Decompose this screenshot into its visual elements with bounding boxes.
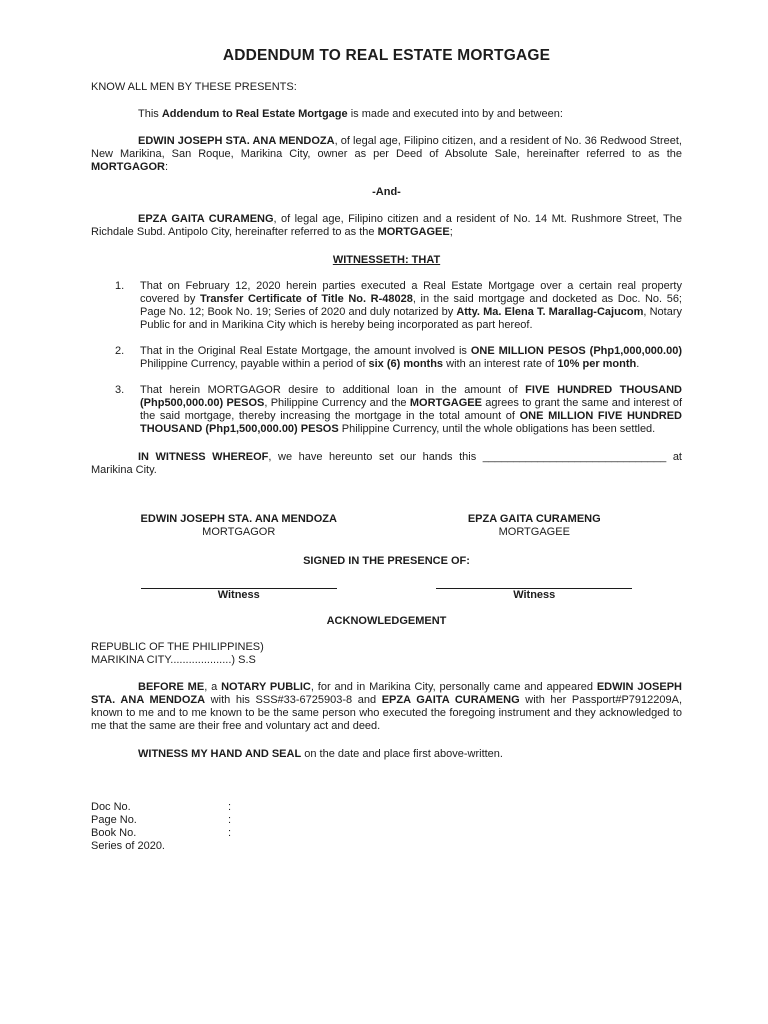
witnesseth-items — [91, 280, 682, 436]
and-separator: -And- — [372, 186, 401, 198]
witness-column-left — [91, 576, 387, 602]
venue-block — [91, 641, 682, 667]
signed-in-presence-heading: SIGNED IN THE PRESENCE OF: — [303, 555, 470, 567]
mortgagor-signature-role: MORTGAGOR — [202, 526, 276, 538]
notary-row-colon: : — [228, 827, 232, 839]
item-text: That herein MORTGAGOR desire to additional loan in the amount of FIVE HUNDRED THOUSAND (Php500,000.00) PESOS, Philippine Currency and the MORTGAGEE agrees to grant the same and interest of the said mortgage, thereby increasing the mortgage in the total amount of ONE MILLION FIVE HUNDRED THOUSAND (Php1,500,000.00) PESOS Philippine Currency, until the whole obligations has been settled. — [140, 384, 682, 435]
item-number: 3. — [115, 384, 125, 396]
in-witness-whereof-paragraph: IN WITNESS WHEREOF, we have hereunto set our hands this ______________________________ at Marikina City. — [91, 451, 682, 476]
notary-row-label: Doc No. — [91, 801, 131, 813]
witnesseth-item-3 — [91, 384, 682, 436]
republic-line: REPUBLIC OF THE PHILIPPINES) — [91, 641, 264, 653]
mortgagor-signature-name: EDWIN JOSEPH STA. ANA MENDOZA — [140, 513, 337, 525]
witnesseth-item-1 — [91, 280, 682, 332]
mortgagee-paragraph: EPZA GAITA CURAMENG, of legal age, Filipino citizen and a resident of No. 14 Mt. Rushmore Street, The Richdale Subd. Antipolo City, hereinafter referred to as the MORTGAGEE; — [91, 213, 683, 238]
witness-label: Witness — [217, 589, 260, 601]
mortgagee-signature-column — [387, 513, 683, 539]
acknowledgement-heading: ACKNOWLEDGEMENT — [326, 615, 447, 627]
notary-row-colon: : — [228, 814, 232, 826]
notary-details-block — [91, 801, 682, 853]
mortgagee-signature-role: MORTGAGEE — [498, 526, 570, 538]
city-ss-line: MARIKINA CITY....................) S.S — [91, 654, 256, 666]
notary-row-label: Book No. — [91, 827, 137, 839]
notary-doc-row — [91, 801, 682, 814]
know-all-men-line: KNOW ALL MEN BY THESE PRESENTS: — [91, 81, 297, 93]
signature-block — [91, 513, 682, 539]
document-title: ADDENDUM TO REAL ESTATE MORTGAGE — [222, 47, 551, 64]
notary-book-row — [91, 827, 682, 840]
intro-paragraph: This Addendum to Real Estate Mortgage is made and executed into by and between: — [138, 108, 563, 120]
notary-row-label: Page No. — [91, 814, 137, 826]
mortgagor-paragraph: EDWIN JOSEPH STA. ANA MENDOZA, of legal age, Filipino citizen, and a resident of No. 36 Redwood Street, New Marikina, San Roque, Marikina City, owner as per Deed of Absolute Sale, hereinafter referred to as the MORTGAGOR: — [91, 135, 682, 173]
item-number: 1. — [115, 280, 125, 292]
before-me-paragraph: BEFORE ME, a NOTARY PUBLIC, for and in Marikina City, personally came and appeared EDWIN JOSEPH STA. ANA MENDOZA with his SSS#33-6725903-8 and EPZA GAITA CURAMENG with her Passport#P7912209A, known to me and to me known to be the same person who executed the foregoing instrument and they acknowledged to me that the same are their free and voluntary act and deed. — [91, 681, 682, 732]
item-text: That in the Original Real Estate Mortgage, the amount involved is ONE MILLION PESOS (Php1,000,000.00) Philippine Currency, payable within a period of six (6) months with an interest rate of 10% per month. — [140, 345, 682, 370]
witness-hand-seal-line: WITNESS MY HAND AND SEAL on the date and place first above-written. — [138, 748, 503, 760]
witnesseth-heading: WITNESSETH: THAT — [332, 254, 441, 266]
witness-column-right — [387, 576, 683, 602]
item-number: 2. — [115, 345, 125, 357]
witness-label: Witness — [513, 589, 556, 601]
notary-page-row — [91, 814, 682, 827]
item-text: That on February 12, 2020 herein parties executed a Real Estate Mortgage over a certain real property covered by Transfer Certificate of Title No. R-48028, in the said mortgage and docketed as Doc. No. 56; Page No. 12; Book No. 19; Series of 2020 and duly notarized by Atty. Ma. Elena T. Marallag-Cajucom, Notary Public for and in Marikina City which is hereby being incorporated as part hereof. — [140, 280, 682, 331]
mortgagor-signature-column — [91, 513, 387, 539]
mortgagee-signature-name: EPZA GAITA CURAMENG — [467, 513, 601, 525]
witness-signature-line — [141, 576, 337, 589]
witness-signature-block — [91, 576, 682, 602]
witnesseth-item-2 — [91, 345, 682, 371]
witness-signature-line — [436, 576, 632, 589]
series-line: Series of 2020. — [91, 840, 165, 852]
notary-row-colon: : — [228, 801, 232, 813]
